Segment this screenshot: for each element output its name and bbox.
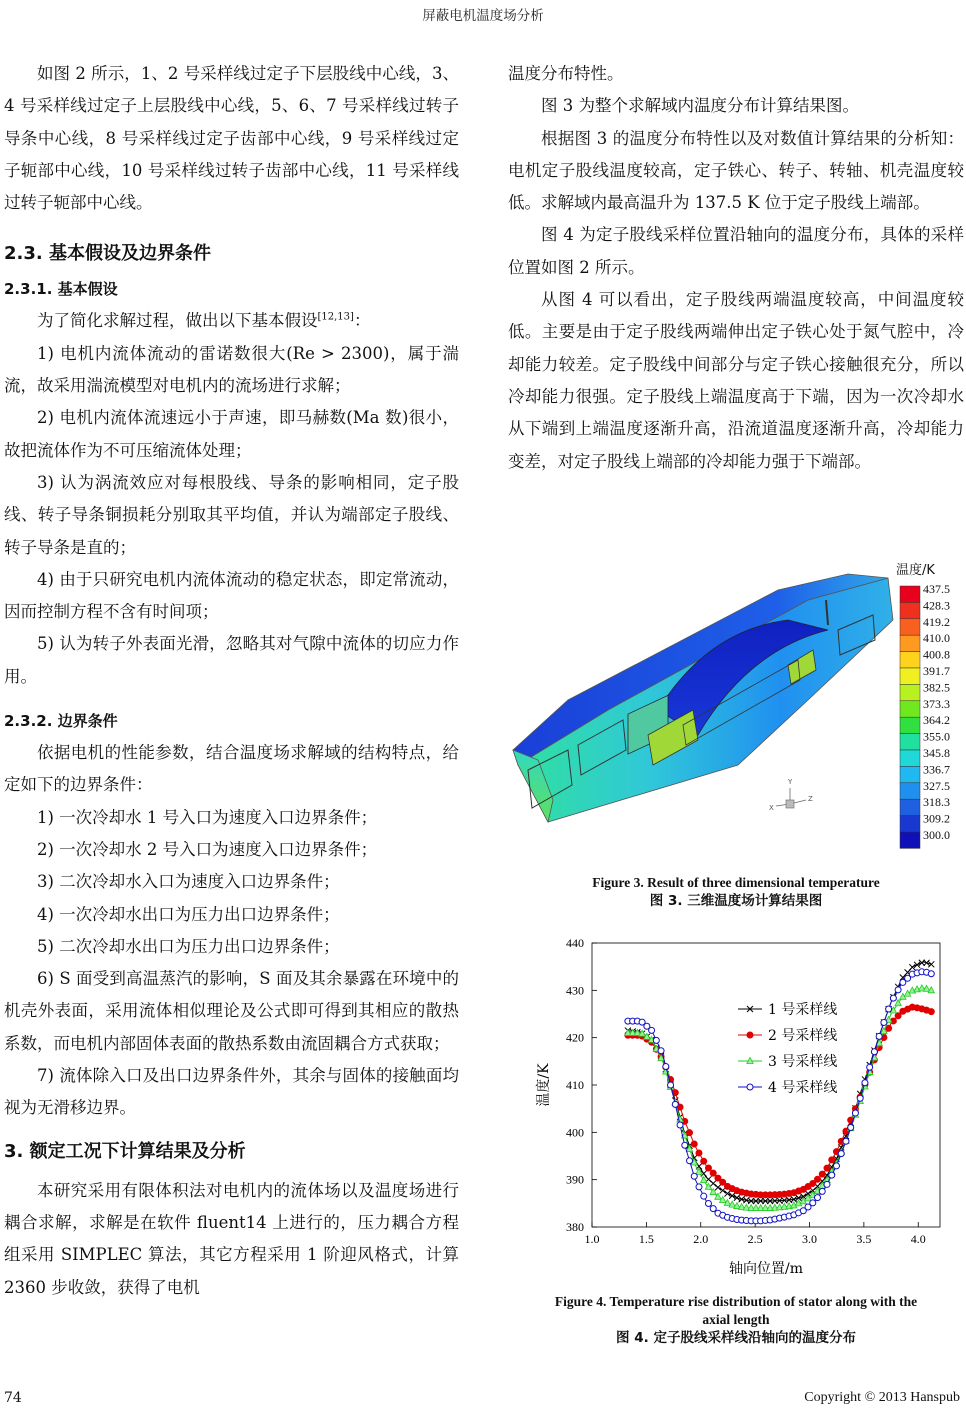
legend-swatch <box>900 816 920 832</box>
data-point <box>857 1095 863 1101</box>
legend-value: 309.2 <box>923 811 950 826</box>
x-tick-label: 4.0 <box>910 1232 926 1246</box>
data-point <box>833 1163 839 1169</box>
body-paragraph: 从图 4 可以看出，定子股线两端温度较高，中间温度较低。主要是由于定子股线两端伸出定子铁心处于氮气腔中，冷却能力较差。定子股线中间部分与定子铁心接触很充分，所以冷却能力很强。定子股线上端温度高于下端，因为一次冷却水从下端到上端温度逐渐升高，沿流道温度逐渐升高，冷却能力变差，对定子股线上端部的冷却能力强于下端部。 <box>508 290 964 471</box>
data-point <box>924 960 930 966</box>
data-point <box>687 1158 693 1164</box>
assumption-intro <box>4 305 459 337</box>
data-point <box>672 1101 678 1107</box>
data-point <box>824 1181 830 1187</box>
boundary-item: 5) 二次冷却水出口为压力出口边界条件； <box>37 936 340 956</box>
y-tick-label: 430 <box>566 983 584 998</box>
data-point <box>663 1063 669 1069</box>
legend-value: 400.8 <box>923 647 950 662</box>
right-column <box>508 58 964 478</box>
legend-swatch <box>900 799 920 815</box>
data-point <box>668 1082 674 1088</box>
section-2-3-1-heading: 2.3.1. 基本假设 <box>4 280 118 299</box>
x-axis-label: 轴向位置/m <box>729 1261 803 1277</box>
body-paragraph: 温度分布特性。 <box>508 64 624 83</box>
legend-label: 1 号采样线 <box>768 1002 838 1018</box>
series <box>625 985 935 1211</box>
data-point <box>658 1048 664 1054</box>
x-tick-label: 3.0 <box>802 1232 817 1246</box>
running-title: 屏蔽电机温度场分析 <box>422 8 544 24</box>
data-point <box>848 1124 854 1130</box>
assumption-item: 4) 由于只研究电机内流体流动的稳定状态，即定常流动，因而控制方程不含有时间项； <box>4 569 459 622</box>
legend-value: 345.8 <box>923 746 950 760</box>
legend-label: 3 号采样线 <box>768 1054 838 1070</box>
data-point <box>871 1049 877 1055</box>
legend-label: 4 号采样线 <box>768 1080 838 1096</box>
data-point <box>810 1200 816 1206</box>
y-tick-label: 380 <box>566 1220 584 1234</box>
left-column <box>4 58 459 1304</box>
data-point <box>867 1064 873 1070</box>
data-point <box>819 1171 825 1177</box>
legend-swatch <box>900 717 920 733</box>
data-point <box>895 987 901 993</box>
legend-value: 391.7 <box>923 664 950 678</box>
data-point <box>928 971 934 977</box>
legend-value: 373.3 <box>923 696 950 711</box>
data-point <box>881 1019 887 1025</box>
data-point <box>649 1027 655 1033</box>
boundary-item: 4) 一次冷却水出口为压力出口边界条件； <box>37 904 340 924</box>
figure-4-caption-en-2: axial length <box>702 1312 770 1327</box>
legend-value: 428.3 <box>923 598 950 613</box>
data-point <box>895 1013 901 1019</box>
data-point <box>710 1206 716 1212</box>
x-tick-label: 1.0 <box>584 1232 600 1246</box>
data-point <box>696 1184 702 1190</box>
data-point <box>687 1130 693 1136</box>
data-point <box>838 1151 844 1157</box>
plot-frame <box>592 943 940 1227</box>
axis-triad-icon <box>769 778 813 812</box>
intro-paragraph: 如图 2 所示，1、2 号采样线过定子下层股线中心线，3、4 号采样线过定子上层股线中心线，5、6、7 号采样线过转子导条中心线，8 号采样线过定子齿部中心线，9 号采样线过定子轭部中心线，10 号采样线过转子齿部中心线，11 号采样线过转子轭部中心线。 <box>4 64 459 213</box>
data-point <box>876 1033 882 1039</box>
data-point <box>928 961 934 967</box>
y-tick-label: 400 <box>566 1125 584 1140</box>
temperature-legend <box>900 582 950 848</box>
legend-swatch <box>900 586 920 602</box>
body-paragraph: 图 4 为定子股线采样位置沿轴向的温度分布，具体的采样位置如图 2 所示。 <box>508 225 964 277</box>
body-paragraph: 根据图 3 的温度分布特性以及对数值计算结果的分析知：电机定子股线温度较高，定子铁心、转子、转轴、机壳温度较低。求解域内最高温升为 137.5 K 位于定子股线上端部。 <box>508 128 964 213</box>
data-point <box>701 1158 707 1164</box>
data-point <box>843 1138 849 1144</box>
legend-swatch <box>900 668 920 684</box>
figure-3-caption-cn: 图 3. 三维温度场计算结果图 <box>649 893 823 909</box>
legend-value: 327.5 <box>923 778 950 793</box>
assumption-intro-colon: ： <box>353 311 371 331</box>
data-point <box>710 1170 716 1176</box>
figure-3-caption-en: Figure 3. Result of three dimensional temperature <box>592 875 880 890</box>
axis-z-label: Z <box>808 795 813 803</box>
figure-4 <box>520 925 960 1285</box>
boundary-item: 3) 二次冷却水入口为速度入口边界条件； <box>37 872 340 892</box>
legend-swatch <box>900 766 920 782</box>
page-number: 74 <box>4 1390 22 1406</box>
boundary-item: 6) S 面受到高温蒸汽的影响，S 面及其余暴露在环境中的机壳外表面，采用流体相似理论及公式即可得到其相应的散热系数，而电机内部固体表面的散热系数由流固耦合方式获取； <box>4 969 459 1053</box>
legend-swatch <box>900 783 920 799</box>
legend-value: 419.2 <box>923 614 950 629</box>
y-axis-label: 温度/K <box>536 1063 552 1107</box>
legend-swatch <box>900 652 920 668</box>
legend-value: 410.0 <box>923 631 950 646</box>
legend-swatch <box>900 734 920 750</box>
axis-x-label: X <box>769 804 774 812</box>
temperature-line-chart <box>520 925 960 1285</box>
legend-swatch <box>900 619 920 635</box>
legend-swatch <box>900 701 920 717</box>
y-tick-label: 390 <box>566 1172 584 1187</box>
citation-ref: [12,13] <box>317 311 354 323</box>
x-tick-label: 1.5 <box>638 1232 654 1246</box>
legend-title: 温度/K <box>896 563 935 578</box>
copyright: Copyright © 2013 Hanspub <box>804 1390 960 1405</box>
section-2-3-heading: 2.3. 基本假设及边界条件 <box>4 243 211 265</box>
data-point <box>852 1110 858 1116</box>
figure-4-caption-cn: 图 4. 定子股线采样线沿轴向的温度分布 <box>616 1330 856 1346</box>
data-point <box>829 1157 835 1163</box>
legend-swatch <box>900 602 920 618</box>
legend-value: 336.7 <box>923 762 950 777</box>
x-tick-label: 2.5 <box>747 1232 763 1246</box>
boundary-item: 1) 一次冷却水 1 号入口为速度入口边界条件； <box>37 807 378 827</box>
section-3-paragraph: 本研究采用有限体积法对电机内的流体场以及温度场进行耦合求解，求解是在软件 fluent14 上进行的，压力耦合方程组采用 SIMPLEC 算法，其它方程采用 1 阶迎风格式，计算 2360 步收敛，获得了电机 <box>4 1180 459 1297</box>
data-point <box>705 1200 711 1206</box>
legend-label: 2 号采样线 <box>768 1028 838 1044</box>
assumption-item: 1) 电机内流体流动的雷诺数很大(Re > 2300)，属于湍流，故采用湍流模型对电机内的流场进行求解； <box>4 343 459 396</box>
figure-4-caption-en-1: Figure 4. Temperature rise distribution of stator along with the <box>554 1294 918 1309</box>
legend-value: 318.3 <box>923 795 950 810</box>
data-point <box>928 1009 934 1015</box>
figure-3 <box>508 560 964 860</box>
boundary-item: 2) 一次冷却水 2 号入口为速度入口边界条件； <box>37 839 378 859</box>
legend-value: 382.5 <box>923 680 950 695</box>
y-tick-label: 440 <box>566 936 584 950</box>
x-tick-label: 3.5 <box>856 1232 872 1246</box>
data-point <box>691 1173 697 1179</box>
legend-value: 364.2 <box>923 713 950 728</box>
data-point <box>886 1006 892 1012</box>
data-point <box>815 1195 821 1201</box>
data-point <box>862 1080 868 1086</box>
legend-swatch <box>900 832 920 848</box>
boundary-item: 7) 流体除入口及出口边界条件外，其余与固体的接触面均视为无滑移边界。 <box>4 1066 459 1118</box>
assumption-intro-text: 为了简化求解过程，做出以下基本假设 <box>37 311 318 331</box>
legend-value: 355.0 <box>923 729 950 744</box>
section-2-3-2-heading: 2.3.2. 边界条件 <box>4 712 118 731</box>
data-point <box>747 1084 753 1090</box>
axis-y-label: Y <box>788 778 793 786</box>
y-tick-label: 420 <box>566 1030 584 1045</box>
data-point <box>819 1188 825 1194</box>
section-3-heading: 3. 额定工况下计算结果及分析 <box>4 1140 246 1162</box>
data-point <box>705 1165 711 1171</box>
data-point <box>696 1150 702 1156</box>
body-paragraph: 图 3 为整个求解域内温度分布计算结果图。 <box>541 96 859 116</box>
y-tick-label: 410 <box>566 1078 584 1092</box>
assumption-item: 3) 认为涡流效应对每根股线、导条的影响相同，定子股线、转子导条铜损耗分别取其平均值，并认为端部定子股线、转子导条是直的； <box>4 472 459 557</box>
figure-3-image <box>508 560 964 860</box>
data-point <box>701 1193 707 1199</box>
legend-swatch <box>900 635 920 651</box>
assumption-item: 5) 认为转子外表面光滑，忽略其对气隙中流体的切应力作用。 <box>4 634 459 686</box>
legend-swatch <box>900 684 920 700</box>
data-point <box>890 995 896 1001</box>
legend-value: 437.5 <box>923 582 950 596</box>
data-point <box>682 1142 688 1148</box>
legend-swatch <box>900 750 920 766</box>
data-point <box>677 1122 683 1128</box>
assumption-item: 2) 电机内流体流速远小于声速，即马赫数(Ma 数)很小，故把流体作为不可压缩流体处理； <box>4 408 459 460</box>
x-tick-label: 2.0 <box>693 1232 709 1246</box>
data-point <box>710 1180 716 1186</box>
data-point <box>815 1176 821 1182</box>
data-point <box>747 1032 753 1038</box>
data-point <box>653 1037 659 1043</box>
legend-value: 300.0 <box>923 828 950 842</box>
boundary-intro: 依据电机的性能参数，结合温度场求解域的结构特点，给定如下的边界条件： <box>4 743 459 795</box>
data-point <box>829 1172 835 1178</box>
chart-legend <box>738 1001 837 1096</box>
data-point <box>824 1165 830 1171</box>
data-point <box>691 1141 697 1147</box>
